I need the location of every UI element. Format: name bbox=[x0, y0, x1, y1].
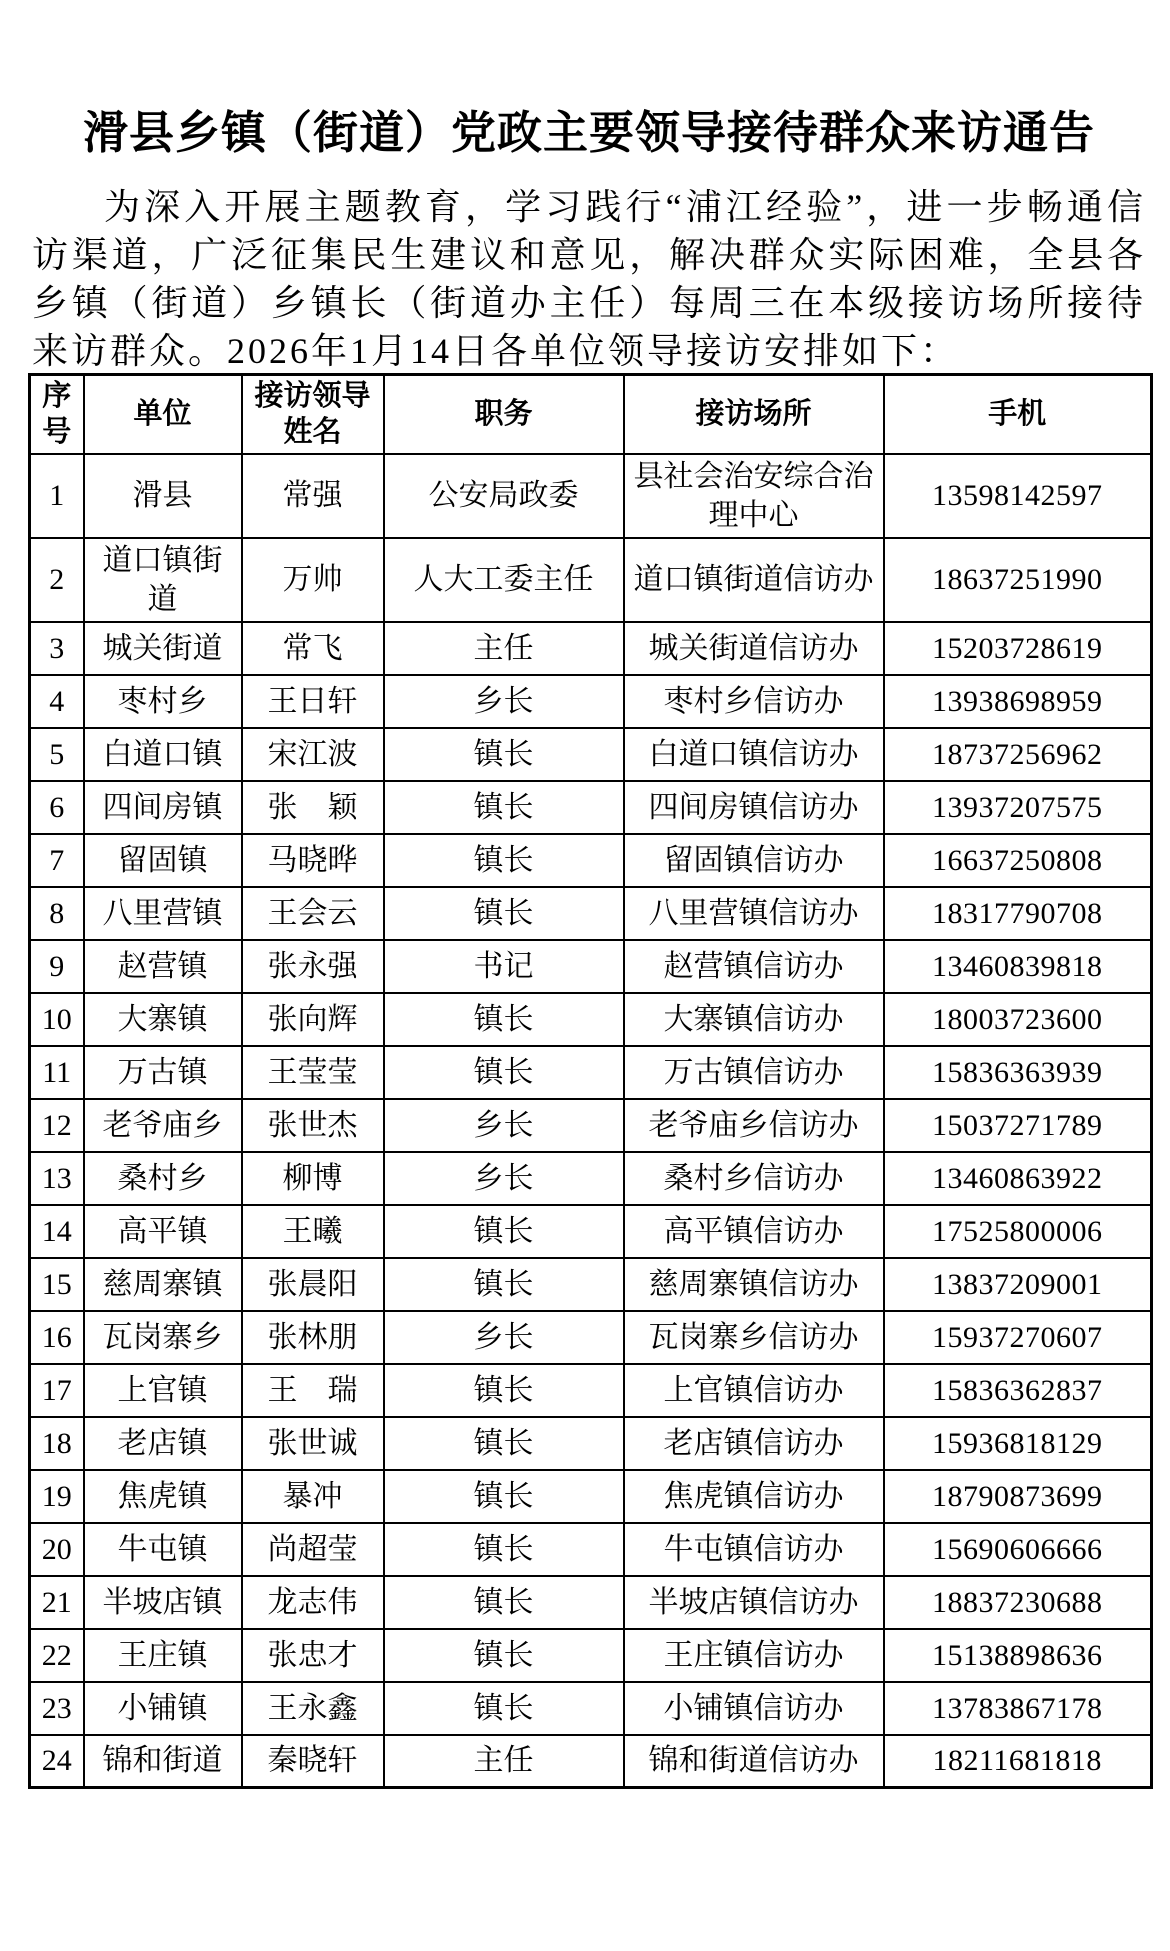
table-cell-leader-name: 王日轩 bbox=[242, 675, 384, 728]
table-cell-position: 主任 bbox=[384, 1735, 624, 1788]
table-cell-index: 9 bbox=[30, 940, 84, 993]
table-cell-position: 主任 bbox=[384, 622, 624, 675]
table-cell-unit: 王庄镇 bbox=[84, 1629, 242, 1682]
table-cell-leader-name: 王曦 bbox=[242, 1205, 384, 1258]
table-cell-venue: 老店镇信访办 bbox=[624, 1417, 884, 1470]
table-row bbox=[30, 1258, 1152, 1311]
table-cell-phone: 13837209001 bbox=[884, 1258, 1152, 1311]
table-cell-leader-name: 张晨阳 bbox=[242, 1258, 384, 1311]
table-row bbox=[30, 834, 1152, 887]
table-cell-index: 19 bbox=[30, 1470, 84, 1523]
table-cell-leader-name: 尚超莹 bbox=[242, 1523, 384, 1576]
table-cell-index: 15 bbox=[30, 1258, 84, 1311]
table-cell-venue: 老爷庙乡信访办 bbox=[624, 1099, 884, 1152]
table-cell-phone: 15836363939 bbox=[884, 1046, 1152, 1099]
table-cell-unit: 半坡店镇 bbox=[84, 1576, 242, 1629]
table-cell-index: 18 bbox=[30, 1417, 84, 1470]
table-cell-venue: 上官镇信访办 bbox=[624, 1364, 884, 1417]
table-row bbox=[30, 1470, 1152, 1523]
table-cell-phone: 18317790708 bbox=[884, 887, 1152, 940]
table-row bbox=[30, 1735, 1152, 1788]
table-cell-venue: 县社会治安综合治理中心 bbox=[624, 454, 884, 538]
table-row bbox=[30, 454, 1152, 538]
table-cell-unit: 高平镇 bbox=[84, 1205, 242, 1258]
table-row bbox=[30, 1046, 1152, 1099]
table-cell-position: 镇长 bbox=[384, 1258, 624, 1311]
table-cell-position: 公安局政委 bbox=[384, 454, 624, 538]
table-cell-index: 21 bbox=[30, 1576, 84, 1629]
table-cell-venue: 城关街道信访办 bbox=[624, 622, 884, 675]
table-cell-phone: 15836362837 bbox=[884, 1364, 1152, 1417]
table-cell-leader-name: 王 瑞 bbox=[242, 1364, 384, 1417]
table-body bbox=[30, 454, 1152, 1788]
table-cell-venue: 牛屯镇信访办 bbox=[624, 1523, 884, 1576]
table-row bbox=[30, 1205, 1152, 1258]
table-cell-leader-name: 张世杰 bbox=[242, 1099, 384, 1152]
table-cell-unit: 八里营镇 bbox=[84, 887, 242, 940]
table-cell-index: 22 bbox=[30, 1629, 84, 1682]
table-cell-phone: 13937207575 bbox=[884, 781, 1152, 834]
table-cell-index: 7 bbox=[30, 834, 84, 887]
table-cell-phone: 13460839818 bbox=[884, 940, 1152, 993]
table-cell-position: 镇长 bbox=[384, 1417, 624, 1470]
column-header-phone: 手机 bbox=[884, 375, 1152, 454]
table-header bbox=[30, 375, 1152, 454]
table-cell-phone: 16637250808 bbox=[884, 834, 1152, 887]
table-cell-leader-name: 龙志伟 bbox=[242, 1576, 384, 1629]
table-cell-leader-name: 常飞 bbox=[242, 622, 384, 675]
table-cell-unit: 道口镇街道 bbox=[84, 538, 242, 622]
table-cell-position: 镇长 bbox=[384, 1364, 624, 1417]
table-cell-phone: 13460863922 bbox=[884, 1152, 1152, 1205]
table-cell-unit: 大寨镇 bbox=[84, 993, 242, 1046]
table-row bbox=[30, 1629, 1152, 1682]
table-cell-unit: 老爷庙乡 bbox=[84, 1099, 242, 1152]
table-row bbox=[30, 781, 1152, 834]
table-row bbox=[30, 1523, 1152, 1576]
table-cell-venue: 大寨镇信访办 bbox=[624, 993, 884, 1046]
table-cell-position: 人大工委主任 bbox=[384, 538, 624, 622]
table-row bbox=[30, 1576, 1152, 1629]
column-header-index: 序号 bbox=[30, 375, 84, 454]
table-cell-index: 2 bbox=[30, 538, 84, 622]
table-cell-phone: 15138898636 bbox=[884, 1629, 1152, 1682]
table-row bbox=[30, 1364, 1152, 1417]
column-header-unit: 单位 bbox=[84, 375, 242, 454]
table-cell-position: 镇长 bbox=[384, 993, 624, 1046]
table-header-row bbox=[30, 375, 1152, 454]
table-cell-position: 镇长 bbox=[384, 887, 624, 940]
table-cell-position: 乡长 bbox=[384, 675, 624, 728]
table-cell-position: 镇长 bbox=[384, 1576, 624, 1629]
table-cell-position: 镇长 bbox=[384, 781, 624, 834]
table-cell-index: 12 bbox=[30, 1099, 84, 1152]
table-cell-position: 镇长 bbox=[384, 728, 624, 781]
page-title: 滑县乡镇（街道）党政主要领导接待群众来访通告 bbox=[82, 108, 1095, 158]
table-cell-unit: 桑村乡 bbox=[84, 1152, 242, 1205]
table-cell-unit: 枣村乡 bbox=[84, 675, 242, 728]
table-cell-position: 镇长 bbox=[384, 834, 624, 887]
table-cell-phone: 13938698959 bbox=[884, 675, 1152, 728]
table-cell-unit: 老店镇 bbox=[84, 1417, 242, 1470]
table-cell-venue: 道口镇街道信访办 bbox=[624, 538, 884, 622]
table-cell-leader-name: 张永强 bbox=[242, 940, 384, 993]
table-cell-unit: 上官镇 bbox=[84, 1364, 242, 1417]
table-cell-unit: 慈周寨镇 bbox=[84, 1258, 242, 1311]
table-cell-unit: 小铺镇 bbox=[84, 1682, 242, 1735]
table-cell-position: 乡长 bbox=[384, 1099, 624, 1152]
table-cell-index: 1 bbox=[30, 454, 84, 538]
table-cell-position: 镇长 bbox=[384, 1046, 624, 1099]
table-cell-index: 4 bbox=[30, 675, 84, 728]
column-header-leader-name: 接访领导姓名 bbox=[242, 375, 384, 454]
table-cell-leader-name: 马晓晔 bbox=[242, 834, 384, 887]
table-cell-phone: 18837230688 bbox=[884, 1576, 1152, 1629]
table-cell-unit: 牛屯镇 bbox=[84, 1523, 242, 1576]
table-cell-position: 镇长 bbox=[384, 1470, 624, 1523]
table-cell-position: 镇长 bbox=[384, 1682, 624, 1735]
table-cell-leader-name: 王莹莹 bbox=[242, 1046, 384, 1099]
table-cell-leader-name: 常强 bbox=[242, 454, 384, 538]
table-cell-unit: 留固镇 bbox=[84, 834, 242, 887]
table-cell-position: 乡长 bbox=[384, 1311, 624, 1364]
table-cell-venue: 锦和街道信访办 bbox=[624, 1735, 884, 1788]
table-cell-venue: 慈周寨镇信访办 bbox=[624, 1258, 884, 1311]
table-cell-phone: 15937270607 bbox=[884, 1311, 1152, 1364]
table-cell-index: 3 bbox=[30, 622, 84, 675]
table-cell-phone: 15690606666 bbox=[884, 1523, 1152, 1576]
table-cell-index: 24 bbox=[30, 1735, 84, 1788]
table-cell-position: 镇长 bbox=[384, 1523, 624, 1576]
table-cell-unit: 锦和街道 bbox=[84, 1735, 242, 1788]
table-row bbox=[30, 675, 1152, 728]
table-cell-index: 5 bbox=[30, 728, 84, 781]
table-cell-index: 13 bbox=[30, 1152, 84, 1205]
table-cell-unit: 焦虎镇 bbox=[84, 1470, 242, 1523]
table-cell-unit: 瓦岗寨乡 bbox=[84, 1311, 242, 1364]
table-cell-unit: 白道口镇 bbox=[84, 728, 242, 781]
table-cell-venue: 万古镇信访办 bbox=[624, 1046, 884, 1099]
table-cell-venue: 白道口镇信访办 bbox=[624, 728, 884, 781]
table-cell-position: 乡长 bbox=[384, 1152, 624, 1205]
table-cell-venue: 八里营镇信访办 bbox=[624, 887, 884, 940]
table-cell-phone: 18790873699 bbox=[884, 1470, 1152, 1523]
table-cell-position: 书记 bbox=[384, 940, 624, 993]
reception-schedule-table bbox=[28, 373, 1153, 1789]
table-cell-leader-name: 柳博 bbox=[242, 1152, 384, 1205]
table-cell-venue: 小铺镇信访办 bbox=[624, 1682, 884, 1735]
column-header-venue: 接访场所 bbox=[624, 375, 884, 454]
table-row bbox=[30, 1682, 1152, 1735]
table-cell-leader-name: 王会云 bbox=[242, 887, 384, 940]
table-cell-unit: 滑县 bbox=[84, 454, 242, 538]
table-cell-index: 23 bbox=[30, 1682, 84, 1735]
table-cell-index: 11 bbox=[30, 1046, 84, 1099]
column-header-position: 职务 bbox=[384, 375, 624, 454]
table-cell-venue: 赵营镇信访办 bbox=[624, 940, 884, 993]
table-cell-phone: 18211681818 bbox=[884, 1735, 1152, 1788]
table-cell-venue: 桑村乡信访办 bbox=[624, 1152, 884, 1205]
intro-paragraph: 为深入开展主题教育，学习践行“浦江经验”，进一步畅通信访渠道，广泛征集民生建议和意见，解决群众实际困难，全县各乡镇（街道）乡镇长（街道办主任）每周三在本级接访场所接待来访群众。2026年1月14日各单位领导接访安排如下： bbox=[32, 187, 1146, 371]
table-row bbox=[30, 1152, 1152, 1205]
table-cell-leader-name: 王永鑫 bbox=[242, 1682, 384, 1735]
table-cell-leader-name: 张 颖 bbox=[242, 781, 384, 834]
table-cell-leader-name: 秦晓轩 bbox=[242, 1735, 384, 1788]
table-cell-phone: 18737256962 bbox=[884, 728, 1152, 781]
table-cell-position: 镇长 bbox=[384, 1629, 624, 1682]
table-cell-leader-name: 张世诚 bbox=[242, 1417, 384, 1470]
table-cell-phone: 13783867178 bbox=[884, 1682, 1152, 1735]
table-cell-index: 14 bbox=[30, 1205, 84, 1258]
table-cell-phone: 13598142597 bbox=[884, 454, 1152, 538]
table-cell-phone: 18003723600 bbox=[884, 993, 1152, 1046]
table-cell-phone: 17525800006 bbox=[884, 1205, 1152, 1258]
table-row bbox=[30, 887, 1152, 940]
table-cell-unit: 万古镇 bbox=[84, 1046, 242, 1099]
table-cell-position: 镇长 bbox=[384, 1205, 624, 1258]
table-cell-venue: 王庄镇信访办 bbox=[624, 1629, 884, 1682]
table-cell-venue: 半坡店镇信访办 bbox=[624, 1576, 884, 1629]
table-cell-phone: 15203728619 bbox=[884, 622, 1152, 675]
table-row bbox=[30, 940, 1152, 993]
table-cell-leader-name: 暴冲 bbox=[242, 1470, 384, 1523]
table-cell-index: 17 bbox=[30, 1364, 84, 1417]
table-cell-leader-name: 张忠才 bbox=[242, 1629, 384, 1682]
table-row bbox=[30, 1417, 1152, 1470]
table-cell-leader-name: 万帅 bbox=[242, 538, 384, 622]
table-cell-unit: 城关街道 bbox=[84, 622, 242, 675]
table-cell-venue: 瓦岗寨乡信访办 bbox=[624, 1311, 884, 1364]
table-cell-venue: 枣村乡信访办 bbox=[624, 675, 884, 728]
table-row bbox=[30, 1311, 1152, 1364]
table-row bbox=[30, 538, 1152, 622]
table-cell-venue: 留固镇信访办 bbox=[624, 834, 884, 887]
table-cell-index: 6 bbox=[30, 781, 84, 834]
table-cell-venue: 高平镇信访办 bbox=[624, 1205, 884, 1258]
table-row bbox=[30, 622, 1152, 675]
table-cell-venue: 焦虎镇信访办 bbox=[624, 1470, 884, 1523]
table-row bbox=[30, 1099, 1152, 1152]
table-row bbox=[30, 728, 1152, 781]
table-cell-unit: 赵营镇 bbox=[84, 940, 242, 993]
table-cell-phone: 15037271789 bbox=[884, 1099, 1152, 1152]
table-cell-index: 10 bbox=[30, 993, 84, 1046]
table-cell-index: 16 bbox=[30, 1311, 84, 1364]
table-cell-index: 20 bbox=[30, 1523, 84, 1576]
table-row bbox=[30, 993, 1152, 1046]
table-cell-phone: 18637251990 bbox=[884, 538, 1152, 622]
table-cell-phone: 15936818129 bbox=[884, 1417, 1152, 1470]
table-cell-unit: 四间房镇 bbox=[84, 781, 242, 834]
table-cell-leader-name: 宋江波 bbox=[242, 728, 384, 781]
table-cell-leader-name: 张林朋 bbox=[242, 1311, 384, 1364]
table-cell-venue: 四间房镇信访办 bbox=[624, 781, 884, 834]
table-cell-leader-name: 张向辉 bbox=[242, 993, 384, 1046]
table-cell-index: 8 bbox=[30, 887, 84, 940]
